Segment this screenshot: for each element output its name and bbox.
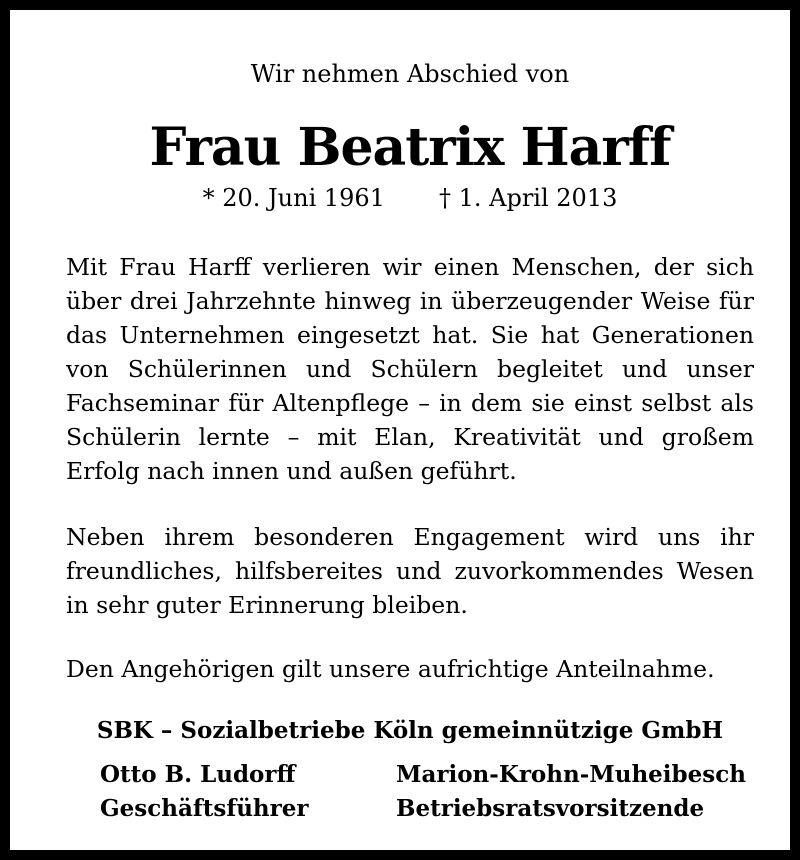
deceased-name: Frau Beatrix Harff	[149, 117, 671, 178]
life-dates	[10, 182, 800, 214]
death-date: † 1. April 2013	[438, 184, 618, 212]
intro-text: Wir nehmen Abschied von	[250, 60, 570, 88]
signatory-role-left: Geschäftsführer	[100, 795, 309, 822]
signatory-name-left: Otto B. Ludorff	[100, 761, 296, 788]
birth-date: * 20. Juni 1961	[202, 184, 385, 212]
condolence-paragraph: Den Angehörigen gilt unsere aufrichtige Anteilnahme.	[66, 655, 715, 683]
signatory-name-right: Marion-Krohn-Muheibesch	[396, 761, 746, 788]
signatory-role-right: Betriebsratsvorsitzende	[396, 795, 705, 822]
company-name: SBK – Sozialbetriebe Köln gemeinnützige GmbH	[96, 717, 724, 744]
tribute-paragraph-1: Mit Frau Harff verlieren wir einen Menschen, der sich über drei Jahrzehnte hinweg in überzeugender Weise für das Unternehmen eingesetzt hat. Sie hat Generationen von Schülerinnen und Schülern begleitet und unser Fachseminar für Altenpflege – in dem sie einst selbst als Schülerin lernte – mit Elan, Kreativität und großem Erfolg nach innen und außen geführt.	[66, 253, 754, 485]
tribute-paragraph-2: Neben ihrem besonderen Engagement wird uns ihr freundliches, hilfsbereites und zuvorkommendes Wesen in sehr guter Erinnerung bleiben.	[66, 523, 754, 619]
